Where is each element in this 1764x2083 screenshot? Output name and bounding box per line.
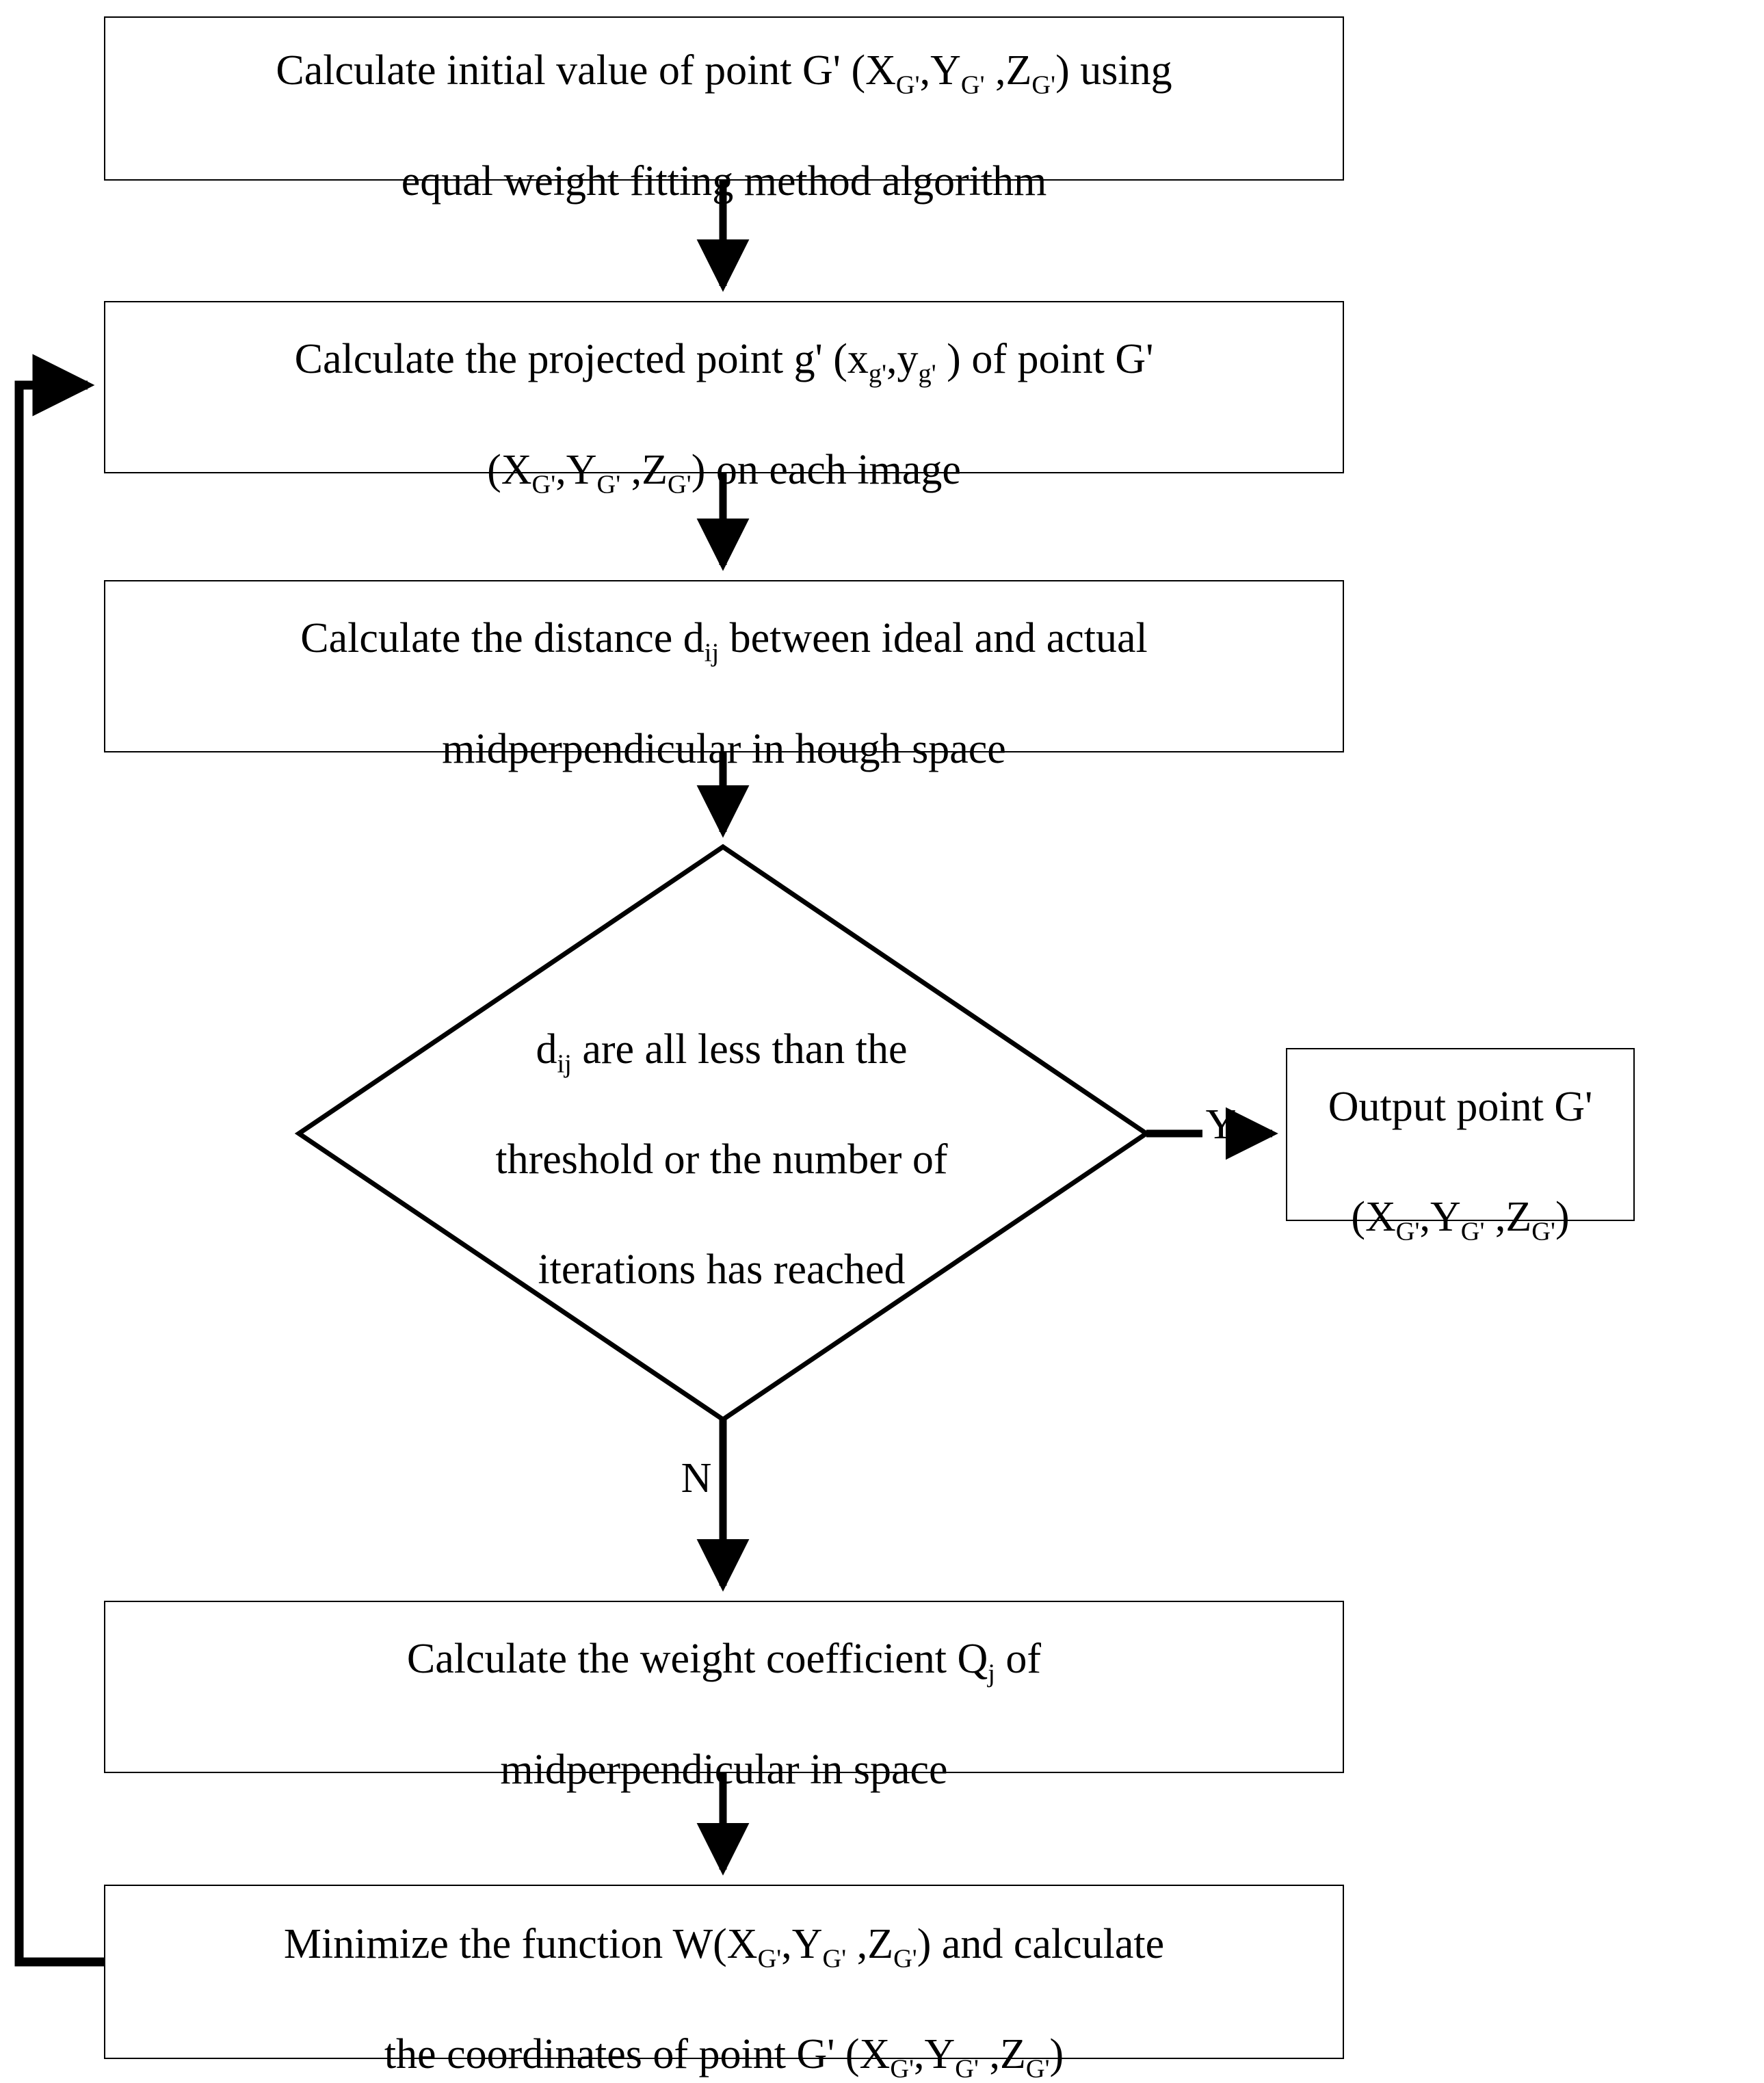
minimize-function-text: Minimize the function $W(X_{G'},Y_{G'}$ $,Z_{G'}$) and calculate the coordinates of point G' ($X_{G'},Y_{G'}$ $,Z_{G'}$)	[283, 1920, 1165, 2083]
subscript-g-prime: G'	[1025, 2054, 1050, 2083]
subscript-g-prime: G'	[668, 469, 692, 499]
edge-minimize-to-project-feedback-path	[19, 385, 104, 1962]
subscript-g-prime: G'	[955, 2054, 979, 2083]
subscript-j: j	[988, 1659, 995, 1688]
edge-label-no: N	[681, 1455, 712, 1502]
edge-label-yes: Y	[1205, 1101, 1237, 1148]
subscript-g-prime: G'	[893, 1944, 917, 1974]
calculate-distance-box	[104, 580, 1344, 772]
subscript-g-prime: g'	[918, 359, 936, 389]
subscript-g-prime: G'	[1460, 1217, 1485, 1246]
subscript-g-prime: g'	[868, 359, 887, 389]
subscript-g-prime: G'	[1395, 1217, 1420, 1246]
calculate-initial-value-box	[104, 16, 1344, 205]
subscript-ij: ij	[557, 1049, 572, 1079]
convergence-decision-text: $d_{ij}$ are all less than the threshold or the number of iterations has reached	[495, 1025, 948, 1294]
subscript-g-prime: G'	[960, 70, 985, 100]
calculate-initial-value-text: Calculate initial value of point G' ($X_{G'},Y_{G'}$ $,Z_{G'}$) using equal weight fitting method algorithm	[276, 47, 1172, 205]
convergence-decision-diamond-shape	[299, 847, 1146, 1419]
subscript-g-prime: G'	[822, 1944, 847, 1974]
output-point-box	[1286, 1048, 1635, 1246]
subscript-g-prime: G'	[890, 2054, 914, 2083]
subscript-g-prime: G'	[531, 469, 556, 499]
calculate-weight-coefficient-box	[104, 1601, 1344, 1793]
calculate-projected-point-box	[104, 301, 1344, 499]
minimize-function-box	[104, 1885, 1344, 2083]
subscript-g-prime: G'	[1531, 1217, 1555, 1246]
output-point-text: Output point G' ($X_{G'},Y_{G'}$ $,Z_{G'}$)	[1328, 1083, 1593, 1246]
subscript-g-prime: G'	[596, 469, 621, 499]
subscript-ij: ij	[704, 638, 720, 668]
calculate-distance-text: Calculate the distance $d_{ij}$ between ideal and actual midperpendicular in hough space	[300, 615, 1148, 772]
subscript-g-prime: G'	[757, 1944, 782, 1974]
subscript-g-prime: G'	[1031, 70, 1056, 100]
calculate-projected-point-text: Calculate the projected point g' ($x_{g'},y_{g'}$ ) of point G' ($X_{G'},Y_{G'}$ $,Z_{G'}$) on each image	[294, 336, 1154, 499]
calculate-weight-coefficient-text: Calculate the weight coefficient $Q_j$ of midperpendicular in space	[406, 1636, 1042, 1793]
subscript-g-prime: G'	[895, 70, 920, 100]
